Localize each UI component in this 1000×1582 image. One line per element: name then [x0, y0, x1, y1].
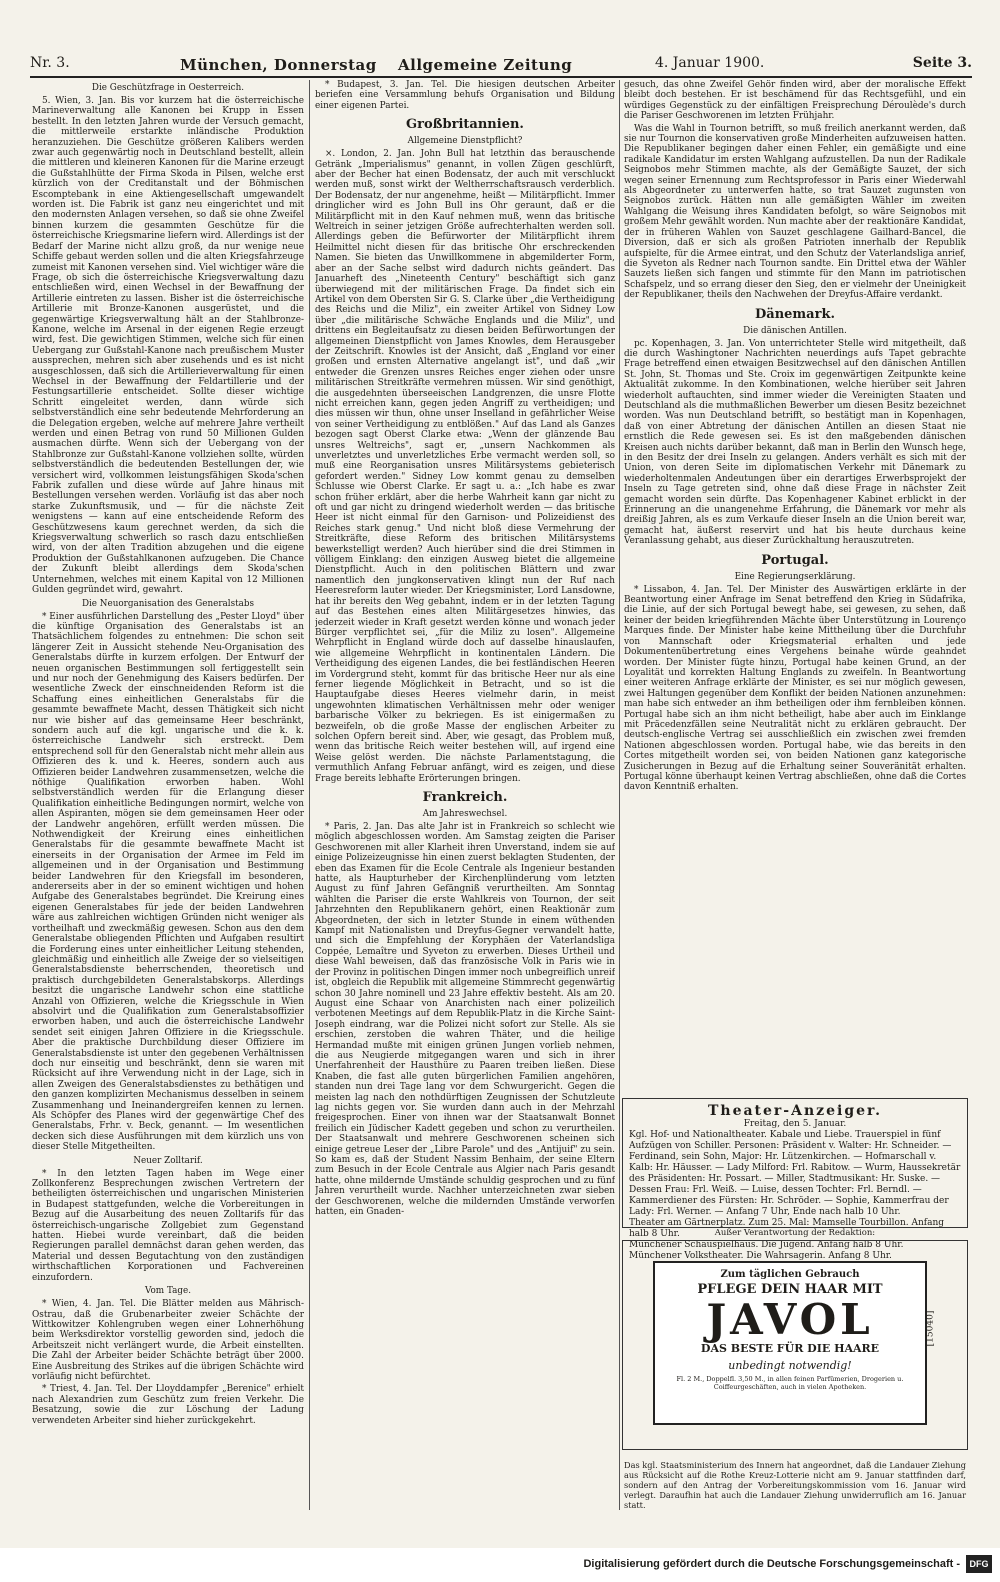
article-heading: Allgemeine Dienstpflicht?	[407, 136, 523, 147]
theatre-date: Freitag, den 5. Januar.	[743, 1119, 847, 1129]
article-paragraph: * Paris, 2. Jan. Das alte Jahr ist in Frankreich so schlecht wie möglich abgeschlossen worden. Am Samstag zeigten die Pariser Geschworenen mit aller Klarheit ihren Unverstand, indem sie auf einige Polizeizeugnisse hin einen zuerst beklagten Studenten, der eben das Examen für die Ecole Centrale als Ingenieur bestanden hatte, als Haupturheber der Kirchenplünderung vom letzten August zu fünf Jahren Gefängniß verurtheilten. Am Sonntag wählten die Pariser die erste Wahlkreis von Tournon, der seit Jahrzehnten den Republikanern gehört, einen Reaktionär zum Abgeordneten, der sich in letzter Stunde in einem wüthenden Kampf mit Nationalisten und Dreyfus-Gegner verwandelt hatte, und sich die Empfehlung der Koryphäen der Vaterlandsliga Coppée, Lemaître und Syveton zu erwerben. Dieses Urtheil und diese Wahl beweisen, daß das französische Volk in Paris wie in der Provinz in politischen Dingen immer noch unbegreiflich unreif ist, obgleich die Republik mit allgemeine Stimmrecht gegenwärtig schon 30 Jahre nominell und 23 Jahre effektiv besteht. Als am 20. August eine Schaar von Anarchisten nach einer polizeilich verbotenen Meetings auf dem Republik-Platz in die Kirche Saint-Joseph eindrang, war die Polizei nicht sofort zur Stelle. Als sie erschien, zerstoben die wahren Thäter, und die heilige Hermandad mußte mit einigen grünen Jungen vorlieb nehmen, die aus Neugierde mitgegangen waren und sich in ihrer Unerfahrenheit der Hausthüre zu Paaren treiben ließen. Diese Knaben, die fast alle guten bürgerlichen Familien angehören, standen nun drei Tage lang vor dem Schwurgericht. Gegen die meisten lag nach den nothdürftigen Zeugnissen der Schutzleute lag nichts gegen vor. Sie wurden dann auch in der Mehrzahl freigesprochen. Einer von ihnen war der Staatsanwalt Bonnet freilich ein Jüdischer Kadett gegeben und schon zu verurtheilen. Der Staatsanwalt und mehrere Geschworenen scheinen sich einige getreue Leser der „Libre Parole" und des „Antijuif" zu sein. So kam es, daß der Student Nassim Benhaim, der seine Eltern zum Besuch in der Ecole Centrale aus Algier nach Paris gesandt hatte, ohne mildernde Umstände schuldig gesprochen und zu fünf Jahren verurtheilt wurde. Nachher unterzeichneten zwar sieben der Geschworenen, welche die mildernden Umstände verworfen hatten, ein Gnaden-	[315, 822, 615, 1218]
paper-title: Allgemeine Zeitung	[398, 56, 573, 74]
page-header	[30, 52, 972, 78]
article-paragraph: ×. London, 2. Jan. John Bull hat letzthin das berauschende Getränk „Imperialismus" genannt, in vollen Zügen geschlürft, aber der Becher hat einen Bodensatz, der auch mit verschluckt werden muß, sonst wirkt der Weltherrschaftsrausch verderblich. Der Bodensatz, der nur angenehme, heißt — Militärpflicht. Immer dringlicher wird es John Bull ins Ohr geraunt, daß er die Militärpflicht mit in den Kauf nehmen muß, wenn das britische Weltreich in seiner jetzigen Größe aufrechterhalten werden soll. Allerdings geben die Befürworter der Militärpflicht ihrem Heilmittel nicht diesen für das britische Ohr erschreckenden Namen. Sie bieten das Unwillkommene in abgemilderter Form, aber an der Sache selbst wird dadurch nichts geändert. Das Januarheft des „Nineteenth Century" beschäftigt sich ganz überwiegend mit der militärischen Frage. Da findet sich ein Artikel von dem Obersten Sir G. S. Clarke über „die Vertheidigung des Reichs und die Miliz", ein zweiter Artikel von Sidney Low über „die militärische Schwäche Englands und die Miliz", und drittens ein Begleitaufsatz zu diesen beiden Befürwortungen der allgemeinen Dienstpflicht von James Knowles, dem Herausgeber der Zeitschrift. Knowles ist der Ansicht, daß „England vor einer großen und ernsten Alternative angelangt ist", und daß „wir entweder die Grenzen unsres Reiches enger ziehen oder unsre militärischen Streitkräfte vermehren müssen. Wir sind genöthigt, die ausgedehnten überseeischen Landgrenzen, die unsre Flotte nicht erreichen kann, gegen jeden Angriff zu vertheidigen; und dies müssen wir thun, ohne unser Inselland in gefährlicher Weise von seiner Vertheidigung zu entblößen." Auf das Land als Ganzes bezogen sagt Oberst Clarke etwa: „Wenn der glänzende Bau unsres Weltreichs", sagt er, „unsern Nachkommen als unverletztes und unverletzliches Erbe vermacht werden soll, so muß eine Reorganisation unsres Militärsystems gebieterisch gefordert werden." Sidney Low kommt genau zu demselben Schlusse wie Oberst Clarke. Er sagt u. a.: „Ich habe es zwar schon früher erklärt, aber die herbe Wahrheit kann gar nicht zu oft und gar nicht zu dringend wiederholt werden — das britische Heer ist nicht einmal für den Garnison- und Polizeidienst des Reiches stark genug." Und nicht bloß diese Vermehrung der Streitkräfte, diese Reform des britischen Militärsystems bewerkstelligt werden? Auch hierüber sind die drei Stimmen in völligem Einklang: den einzigen Ausweg bietet die allgemeine Dienstpflicht. Auch in den politischen Blättern und zwar namentlich den jungkonservativen klingt nun der Ruf nach Heeresreform lauter wieder. Der Kriegsminister, Lord Lansdowne, hat ihr bereits den Weg gebahnt, indem er in der letzten Tagung auf das Bestehen eines alten Militärgesetzes hinwies, das jederzeit wieder in Kraft gesetzt werden könne und wonach jeder Bürger verpflichtet sei, „für die Miliz zu losen". Allgemeine Wehrpflicht in England würde doch auf dasselbe hinauslaufen, wie allgemeine Wehrpflicht in kontinentalen Ländern. Die Vertheidigung des eigenen Landes, die bei festländischen Heeren im Vordergrund steht, kommt für das britische Heer nur als eine ferner liegende Möglichkeit in Betracht, und so ist die Hauptaufgabe dieses Heeres vielmehr darin, in meist ungewohnten klimatischen Verhältnissen mehr oder weniger barbarische Völker zu bekriegen. Es ist einigermaßen zu bezweifeln, ob die große Masse der englischen Arbeiter zu solchen Opfern bereit sind. Aber, wie gesagt, das Problem muß, wenn das britische Reich weiter bestehen will, auf irgend eine Weise gelöst werden. Die nächste Parlamentstagung, die vermuthlich Anfang Februar anfängt, wird es zeigen, und diese Frage bereits lebhafte Erörterungen bringen.	[315, 149, 615, 784]
article-heading: Die dänischen Antillen.	[743, 325, 847, 336]
notice-paragraph: Das kgl. Staatsministerium des Innern hat angeordnet, daß die Landauer Ziehung aus Rücksicht auf die Rothe Kreuz-Lotterie nicht am 9. Januar stattfinden darf, sondern auf den Antrag der Vorbereitungskommission vom 16. Januar wird verlegt. Daraufhin hat auch die Landauer Ziehung unwiderruflich am 16. Januar statt.	[624, 1460, 966, 1510]
digitization-footer	[0, 1548, 1000, 1582]
section-heading: Frankreich.	[422, 790, 508, 805]
advertisement	[622, 1240, 968, 1450]
article-heading: Vom Tage.	[144, 1286, 192, 1297]
article-paragraph: * Lissabon, 4. Jan. Tel. Der Minister des Auswärtigen erklärte in der Beantwortung einer Anfrage im Senat betreffend den Krieg in Südafrika, die Linie, auf der sich Portugal bewegt habe, sei gewesen, zu sehen, daß keiner der beiden kriegführenden Mächte über Unterstützung in Lourenço Marques finde. Der Minister habe keine Mittheilung über die Durchfuhr von Mannschaft oder Kriegsmaterial erhalten und jede Dokumentenübertretung eines Vergehens beinahe würde geahndet worden. Der Minister fügte hinzu, Portugal habe keinen Grund, an der Loyalität und korrekten Haltung Englands zu zweifeln. In Beantwortung einer weiteren Anfrage erklärte der Minister, es sei nur möglich gewesen, zwei Haltungen gegenüber dem Konflikt der beiden Nationen anzunehmen: man habe sich entweder an ihm betheiligen oder ihm fernbleiben können. Portugal habe sich an ihm nicht betheiligt, habe aber auch im Einklange mit Präcedenzfällen seine Neutralität nicht zu erklären gebraucht. Der deutsch-englische Vertrag sei ausschließlich ein zwischen zwei fremden Nationen abgeschlossen worden. Portugal habe, wie das bereits in den Cortes mitgetheilt worden sei, von beiden Nationen ganz kategorische Zusicherungen in Bezug auf die Erhaltung seiner Souveränität erhalten. Portugal könne überhaupt keinen Vertrag abschließen, ohne daß die Cortes davon Kenntniß erhalten.	[624, 584, 966, 793]
column-3	[624, 80, 966, 1090]
article-paragraph: 5. Wien, 3. Jan. Bis vor kurzem hat die österreichische Marineverwaltung alle Kanonen bei Krupp in Essen bestellt. In den letzten Jahren wurde der Versuch gemacht, die mittlerweile erstarkte inländische Produktion heranzuziehen. Die Geschütze größeren Kalibers werden zwar auch gegenwärtig noch in Deutschland bestellt, allein die mittleren und kleineren Kanonen für die Marine erzeugt die Gußstahlhütte der Firma Skoda in Pilsen, welche erst kürzlich von der Creditanstalt und der Böhmischen Escomptebank in eine Aktiengesellschaft umgewandelt worden ist. Die Fabrik ist ganz neu eingerichtet und mit den modernsten Anlagen versehen, so daß sie ohne Zweifel binnen kurzem die gesammten Geschütze für die österreichische Kriegsmarine liefern wird. Allerdings ist der Bedarf der Marine nicht allzu groß, da nur wenige neue Schiffe gebaut werden sollen und die alten Kriegsfahrzeuge zumeist mit Kanonen versehen sind. Viel wichtiger wäre die Frage, ob sich die österreichische Kriegsverwaltung dazu entschließen wird, einen Wechsel in der Bewaffnung der Artillerie eintreten zu lassen. Bisher ist die österreichische Artillerie mit Bronze-Kanonen ausgerüstet, und die gegenwärtige Kriegsverwaltung hält an der Stahlbronze-Kanone, welche im Arsenal in der eigenen Regie erzeugt wird, fest. Die gewichtigen Stimmen, welche sich für einen Uebergang zur Gußstahl-Kanone nach preußischem Muster aussprechen, mehren sich aber zusehends und es ist nicht ausgeschlossen, daß sich die Artillerieverwaltung für einen Wechsel in der Bewaffnung der Feldartillerie und der Festungsartillerie entscheidet. Sollte dieser wichtige Schritt eingeleitet werden, dann würde sich selbstverständlich eine sehr bedeutende Mehrforderung an die Delegation ergeben, welche auf mehrere Jahre vertheilt werden und einen Betrag von rund 50 Millionen Gulden ausmachen dürfte. Wenn sich der Uebergang von der Stahlbronze zur Gußstahl-Kanone vollziehen sollte, würden selbstverständlich die bedeutenden Bestellungen der, wie versichert wird, vollkommen leistungsfähigen Skoda'schen Fabrik zufallen und diese würde auf Jahre hinaus mit Bestellungen versehen werden. Vorläufig ist das aber noch starke Zukunftsmusik, und — für die nächste Zeit wenigstens — kann auf eine entscheidende Reform des Geschützwesens kaum gerechnet werden, da sich die Kriegsverwaltung schwerlich so rasch dazu entschließen wird, von der alten Tradition abzugehen und die eigene Produktion der Gußstahlkanonen aufzugeben. Die Chance der Zukunft bleibt allerdings dem Skoda'schen Unternehmen, welches mit einem Kapital von 12 Millionen Gulden gegründet wird, gewahrt.	[32, 96, 304, 596]
ad-tagline: Zum täglichen Gebrauch	[720, 1269, 860, 1280]
city-day: München, Donnerstag	[180, 56, 377, 74]
section-heading: Dänemark.	[755, 306, 835, 322]
section-heading: Großbritannien.	[406, 117, 524, 133]
issue-date: 4. Januar 1900.	[655, 55, 765, 71]
javol-ad	[653, 1261, 936, 1425]
article-paragraph: * Einer ausführlichen Darstellung des „Pester Lloyd" über die künftige Organisation des Generalstabs ist an Thatsächlichem folgendes zu entnehmen: Die schon seit längerer Zeit in Aussicht stehende Neu-Organisation des Generalstabs dürfte in kurzem erfolgen. Der Entwurf der neuen organischen Bestimmungen soll fertiggestellt sein und nur noch der Genehmigung des Kaisers bedürfen. Der wesentliche Zweck der einschneidenden Reform ist die Schaffung eines einheitlichen Generalstabs für die gesammte bewaffnete Macht, dessen Thätigkeit sich nicht nur wie bisher auf das gemeinsame Heer beschränkt, sondern auch auf die kgl. ungarische und die k. k. österreichische Landwehr sich erstreckt. Dem entsprechend soll für den Generalstab nicht mehr allein aus Offizieren des k. und k. Heeres, sondern auch aus Offizieren beider Landwehren zusammensetzen, welche die nöthige Qualifikation erworben haben. Wohl selbstverständlich werden für die Erlangung dieser Qualifikation einheitliche Bedingungen normirt, welche von allen Aspiranten, mögen sie dem gemeinsamen Heer oder der Landwehr angehören, erfüllt werden müssen. Die Nothwendigkeit der Kreirung eines einheitlichen Generalstabs für die gesammte bewaffnete Macht ist einerseits in der Organisation der Armee im Feld im allgemeinen und in der Organisation und Bestimmung beider Landwehren für den Kriegsfall im besonderen, andererseits aber in der so eminent wichtigen und hohen Aufgabe des Generalstabes begründet. Die Kreirung eines eigenen Generalstabes für jede der beiden Landwehren wäre aus zahlreichen wichtigen Gründen nicht weniger als vortheilhaft und zweckmäßig gewesen. Schon aus den dem Generalstabe obliegenden Pflichten und Aufgaben resultirt die Forderung eines unter einheitlicher Leitung stehenden, gleichmäßig und einheitlich alle Zweige der so vielseitigen Generalstabsdienste beherrschenden, theoretisch und praktisch durchgebildeten Generalstabskorps. Allerdings besitzt die ungarische Landwehr schon eine stattliche Anzahl von Offizieren, welche die Kriegsschule in Wien absolvirt und die Qualifikation zum Generalstabsoffizier erworben haben, und auch die österreichische Landwehr sendet seit einigen Jahren Offiziere in die Kriegsschule. Aber die praktische Durchbildung dieser Offiziere im Generalstabsdienste ist unter den gegebenen Verhältnissen doch nur einseitig und beschränkt, denn sie waren mit Rücksicht auf ihre Verwendung nicht in der Lage, sich in allen Zweigen des Generalstabsdienstes zu bethätigen und den ganzen komplizirten Mechanismus desselben in seinem Zusammenhang und Ineinandergreifen kennen zu lernen. Als Schöpfer des Planes wird der gegenwärtige Chef des Generalstabs, Frhr. v. Beck, genannt. — Im wesentlichen decken sich diese Ausführungen mit dem kürzlich uns von dieser Stelle Mitgetheilten.	[32, 611, 304, 1153]
ad-price-note: Fl. 2 M., Doppelfl. 3,50 M., in allen feinen Parfümerien, Drogerien u. Coiffeurgeschäften, auch in vielen Apotheken.	[676, 1375, 904, 1391]
column-rule	[619, 80, 620, 1510]
ad-subline: DAS BESTE FÜR DIE HAARE	[700, 1342, 880, 1355]
column-1	[32, 80, 304, 1510]
dfg-logo-icon: DFG	[966, 1555, 992, 1573]
issue-number: Nr. 3.	[30, 55, 70, 71]
theatre-title: Theater-Anzeiger.	[707, 1103, 882, 1119]
theatre-entry: Kgl. Hof- und Nationaltheater. Kabale und Liebe. Trauerspiel in fünf Aufzügen von Schiller. Personen: Präsident v. Walter: Hr. Schneider. — Ferdinand, sein Sohn, Major: Hr. Lützenkirchen. — Hofmarschall v. Kalb: Hr. Häusser. — Lady Milford: Frl. Rabitow. — Wurm, Haussekretär des Präsidenten: Hr. Possart. — Miller, Stadtmusikant: Hr. Suske. — Dessen Frau: Frl. Weiß. — Luise, dessen Tochter: Frl. Berndl. — Kammerdiener des Fürsten: Hr. Schröder. — Sophie, Kammerfrau der Lady: Frl. Werner. — Anfang 7 Uhr, Ende nach halb 10 Uhr.	[629, 1130, 961, 1217]
footer-credit: Digitalisierung gefördert durch die Deutsche Forschungsgemeinschaft -	[583, 1558, 960, 1570]
theatre-entry: Theater am Gärtnerplatz. Zum 25. Mal: Mamselle Tourbillon. Anfang halb 8 Uhr.	[629, 1218, 945, 1239]
article-paragraph: gesuch, das ohne Zweifel Gehör finden wird, aber der moralische Effekt bleibt doch bestehen. Er ist beschämend für das Rechtsgefühl, und ein würdiges Gegenstück zu der einfältigen Freisprechung Déroulède's durch die Pariser Geschworenen im letzten Frühjahr.	[624, 80, 966, 122]
article-paragraph: pc. Kopenhagen, 3. Jan. Von unterrichteter Stelle wird mitgetheilt, daß die durch Washingtoner Nachrichten neuerdings aufs Tapet gebrachte Frage betreffend einen etwaigen Besitzwechsel auf den dänischen Antillen St. John, St. Thomas und Ste. Croix im gegenwärtigen Zeitpunkte keine Aktualität zukomme. In den Kombinationen, welche hierüber seit Jahren wiederholt auftauchten, sind immer wieder die Vereinigten Staaten und Deutschland als die muthmaßlichen Bewerber um diesen Besitz bezeichnet worden. Was nun Deutschland betrifft, so bestätigt man in Kopenhagen, daß von einer Abtretung der dänischen Antillen an diesen Staat nie ernstlich die Rede gewesen sei. Es ist den maßgebenden dänischen Kreisen auch nichts darüber bekannt, daß man in Berlin den Wunsch hege, in den Besitz der drei Inseln zu gelangen. Anders verhält es sich mit der Union, von deren Seite im diplomatischen Verkehr mit Dänemark zu wiederholtenmalen Andeutungen über ein derartiges Erwerbsprojekt der Inseln zu Tage getreten sind, ohne daß diese Frage in nächster Zeit gemacht worden sein dürfte. Das Kopenhagener Kabinet erblickt in der Erinnerung an die unangenehme Erfahrung, die Dänemark vor mehr als dreißig Jahren, als es zum Verkaufe dieser Inseln an die Union bereit war, gemacht hat, äußerst reservirt und hat bis heute durchaus keine Veranlassung gehabt, aus dieser Zurückhaltung herauszutreten.	[624, 338, 966, 547]
article-paragraph: * Triest, 4. Jan. Tel. Der Lloyddampfer „Berenice" erhielt nach Alexandrien zum Geschütz zum freien Verkehr. Die Besatzung, sowie die zur Löschung der Ladung verwendeten Arbeiter sind hieher zurückgekehrt.	[32, 1384, 304, 1426]
article-paragraph: Was die Wahl in Tournon betrifft, so muß freilich anerkannt werden, daß sie nur Tournon die konservativen große Minderheiten aufzuweisen hatten. Die Republikaner begingen daher einen Fehler, ein gemäßigte und eine radikale Kandidatur im ersten Wahlgang aufzustellen. Da nun der Radikale Seignobos mehr Stimmen machte, als der Gemäßigte Sauzet, der sich wegen seiner Ernennung zum Rechtsprofessor in Paris einer Wiederwahl als Abgeordneter zu unterwerfen hatte, so trat Sauzet zugunsten von Seignobos zurück. Hätten nun alle gemäßigten Wähler im zweiten Wahlgang die Weisung ihres Kandidaten befolgt, so wäre Seignobos mit großem Mehr gewählt worden. Nun machte aber der reaktionäre Kandidat, der in früheren Wahlen von Sauzet geschlagene Gailhard-Bancel, die Diversion, daß er sich als großen Patrioten innerhalb der Republik aufspielte, für die Armee eintrat, und den Schutz der Vaterlandsliga anrief, die Syveton als Redner nach Tournon sandte. Ein Drittel etwa der Wähler Sauzets ließen sich fangen und stimmte für den Mann im patriotischen Schafspelz, und so errang dieser den Sieg, den er vielmehr der Uneinigkeit der Republikaner, theils den Nachwehen der Dreyfus-Affaire verdankt.	[624, 123, 966, 301]
ad-headline: PFLEGE DEIN HAAR MIT	[697, 1282, 883, 1297]
article-heading: Eine Regierungserklärung.	[734, 571, 856, 582]
article-paragraph: * Wien, 4. Jan. Tel. Die Blätter melden aus Mährisch-Ostrau, daß die Grubenarbeiter zweier Schächte der Wittkowitzer Kohlengruben wegen einer Lohnerhöhung beim Werksdirektor vorstellig geworden sind, jedoch die Arbeitszeit nicht verlängert wurde, die Arbeit einstellten. Die Zahl der Arbeiter beider Schächte beträgt über 2000. Eine Ausbreitung des Strikes auf die übrigen Schächte wird vorläufig nicht befürchtet.	[32, 1299, 304, 1382]
article-heading: Am Jahreswechsel.	[422, 809, 508, 819]
ad-brand-logo: JAVOL	[706, 1295, 874, 1344]
ad-disclaimer: Außer Verantwortung der Redaktion:	[714, 1228, 876, 1238]
section-heading: Portugal.	[761, 552, 829, 568]
article-heading: Die Neuorganisation des Generalstabs	[81, 598, 255, 609]
column-2	[315, 80, 615, 1510]
ad-slogan: unbedingt notwendig!	[728, 1359, 852, 1372]
article-heading: Neuer Zolltarif.	[133, 1155, 203, 1166]
article-heading: Die Geschützfrage in Oesterreich.	[91, 83, 245, 93]
theatre-entry: Münchener Volkstheater. Die Wahrsagerin. Anfang 8 Uhr.	[629, 1251, 892, 1261]
theatre-entry: Münchener Schauspielhaus. Die Jugend. Anfang halb 8 Uhr.	[629, 1240, 904, 1250]
article-paragraph: * Budapest, 3. Jan. Tel. Die hiesigen deutschen Arbeiter beriefen eine Versammlung behufs Organisation und Bildung einer eigenen Partei.	[315, 80, 615, 111]
column-rule	[309, 80, 310, 1510]
ad-number: [15040]	[925, 1310, 936, 1347]
article-paragraph: * In den letzten Tagen haben im Wege einer Zollkonferenz Besprechungen zwischen Vertretern der betheiligten österreichischen und ungarischen Ministerien in Budapest stattgefunden, welche die Vorbereitungen in Bezug auf die Ausarbeitung des neuen Zolltarifs für das österreichisch-ungarische Zollgebiet zum Gegenstand hatten. Hiebei wurde vereinbart, daß die beiden Regierungen parallel demnächst daran gehen werden, das Material und dessen Begutachtung von den zuständigen wirthschaftlichen Korporationen und Fachvereinen einzufordern.	[32, 1168, 304, 1283]
page-number: Seite 3.	[912, 55, 972, 71]
